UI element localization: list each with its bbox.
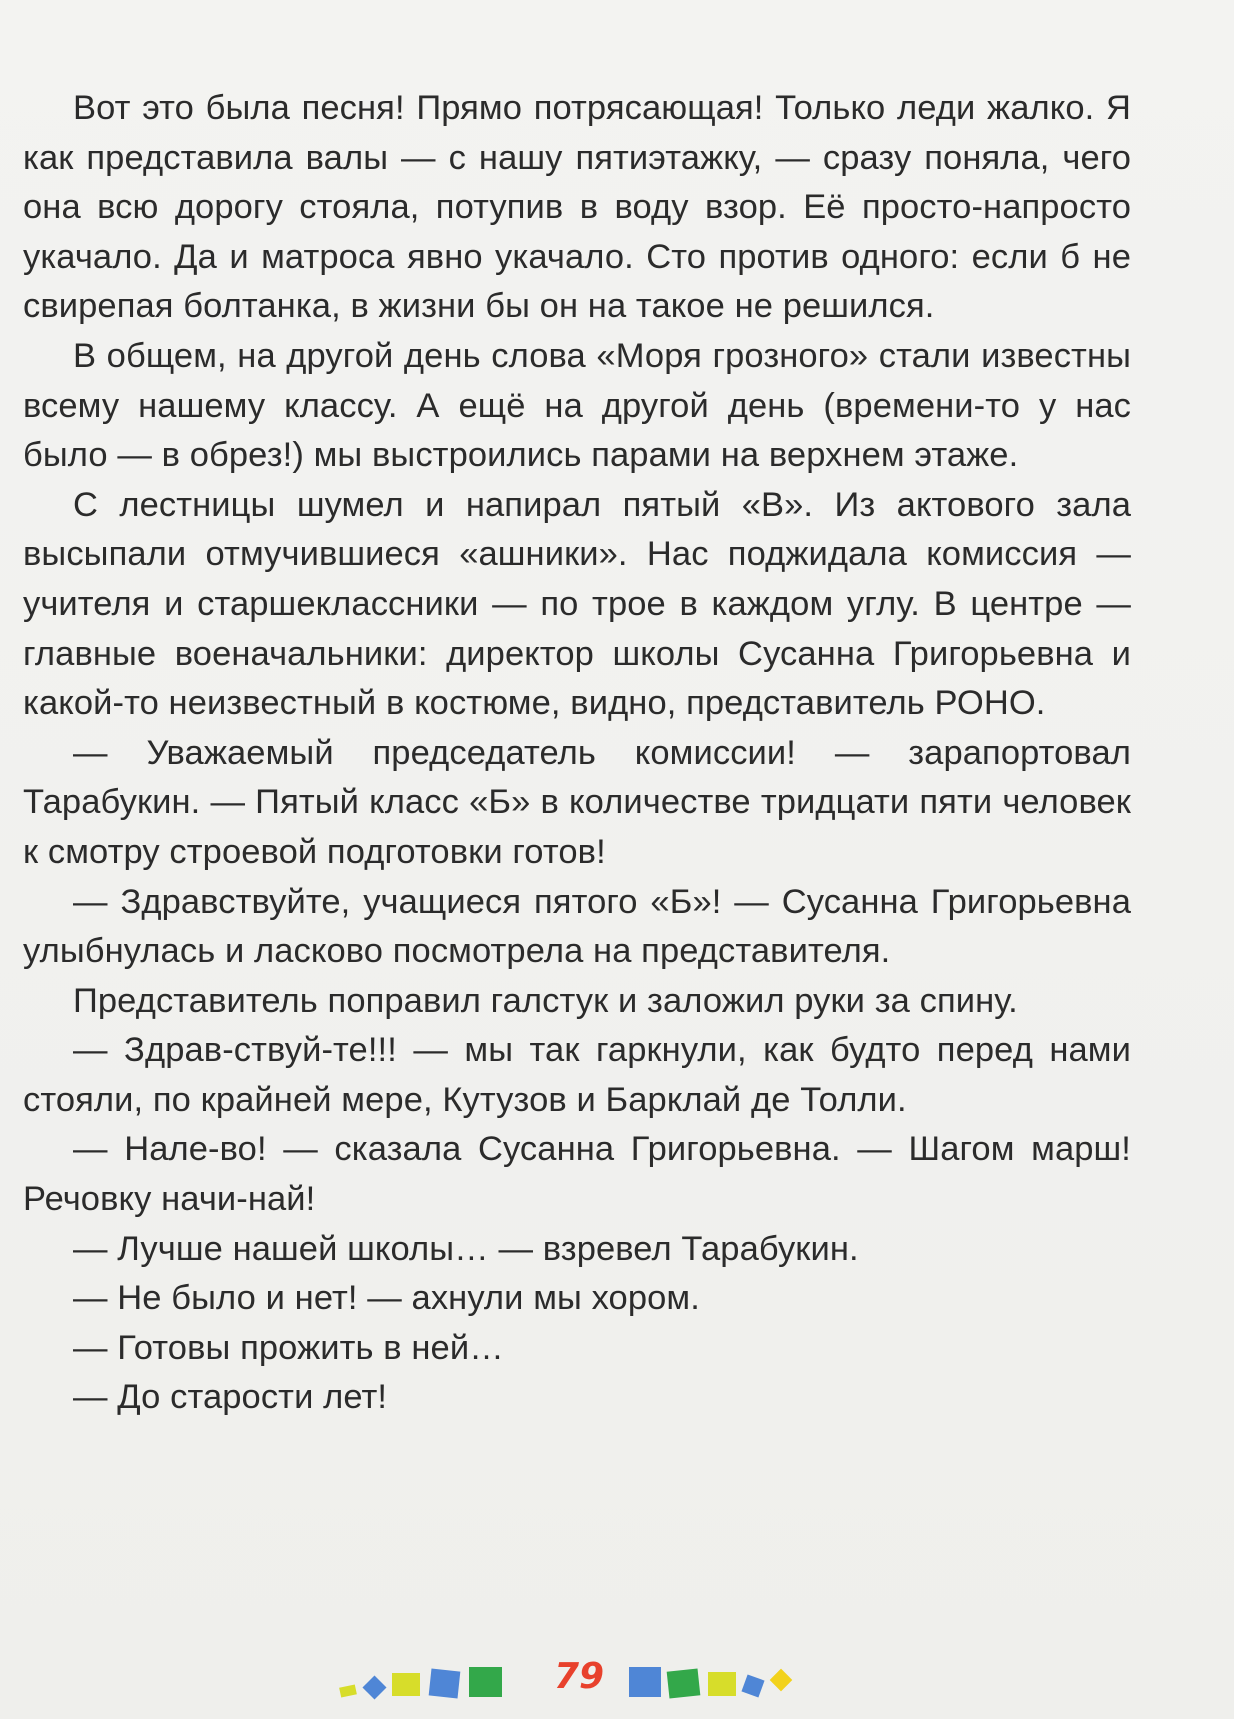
decor-square-blue bbox=[429, 1669, 461, 1699]
paragraph: — Не было и нет! — ахнули мы хором. bbox=[73, 1279, 700, 1318]
decor-square-yellow-green bbox=[392, 1673, 420, 1696]
paragraph: — Готовы прожить в ней… bbox=[73, 1328, 504, 1367]
decor-square-blue bbox=[629, 1667, 661, 1697]
text-block bbox=[23, 84, 1131, 1423]
decor-square-yellow-green bbox=[708, 1672, 736, 1696]
decor-square-yellow-green bbox=[339, 1684, 357, 1697]
paragraph: — Здрав-ствуй-те!!! — мы так гаркнули, как будто перед нами стояли, по крайней мере, Кутузов и Барклай де Толли. bbox=[23, 1031, 1131, 1119]
paragraph: — Лучше нашей школы… — взревел Тарабукин. bbox=[73, 1229, 859, 1268]
decor-square-green bbox=[469, 1667, 502, 1697]
decor-square-green bbox=[667, 1668, 701, 1698]
page-footer bbox=[0, 1650, 1234, 1700]
paragraph: — Здравствуйте, учащиеся пятого «Б»! — Сусанна Григорьевна улыбнулась и ласково посмотрела на представителя. bbox=[23, 882, 1131, 971]
paragraph: — Уважаемый председатель комиссии! — зарапортовал Тарабукин. — Пятый класс «Б» в количестве тридцати пяти человек к смотру строевой подготовки готов! bbox=[23, 733, 1131, 871]
paragraph: С лестницы шумел и напирал пятый «В». Из актового зала высыпали отмучившиеся «ашники». Нас поджидала комиссия — учителя и старшеклассники — по трое в каждом углу. В центре — главные военачальники: директор школы Сусанна Григорьевна и какой-то неизвестный в костюме, видно, представитель РОНО. bbox=[23, 485, 1131, 723]
paragraph: Представитель поправил галстук и заложил руки за спину. bbox=[73, 981, 1018, 1020]
paragraph: — До старости лет! bbox=[73, 1378, 388, 1417]
paragraph: В общем, на другой день слова «Моря грозного» стали известны всему нашему классу. А ещё на другой день (времени-то у нас было — в обрез!) мы выстроились парами на верхнем этаже. bbox=[23, 336, 1131, 475]
decor-square-yellow bbox=[770, 1669, 793, 1692]
paragraph: — Нале-во! — сказала Сусанна Григорьевна. — Шагом марш! Речовку начи-най! bbox=[23, 1130, 1131, 1219]
decor-square-blue bbox=[741, 1674, 764, 1697]
page-number: 79 bbox=[553, 1656, 605, 1697]
decor-square-blue bbox=[362, 1675, 386, 1699]
paragraph: Вот это была песня! Прямо потрясающая! Только леди жалко. Я как представила валы — с нашу пятиэтажку, — сразу поняла, чего она всю дорогу стояла, потупив в воду взор. Её просто-напросто укачало. Да и матроса явно укачало. Сто против одного: если б не свирепая болтанка, в жизни бы он на такое не решился. bbox=[23, 89, 1131, 326]
